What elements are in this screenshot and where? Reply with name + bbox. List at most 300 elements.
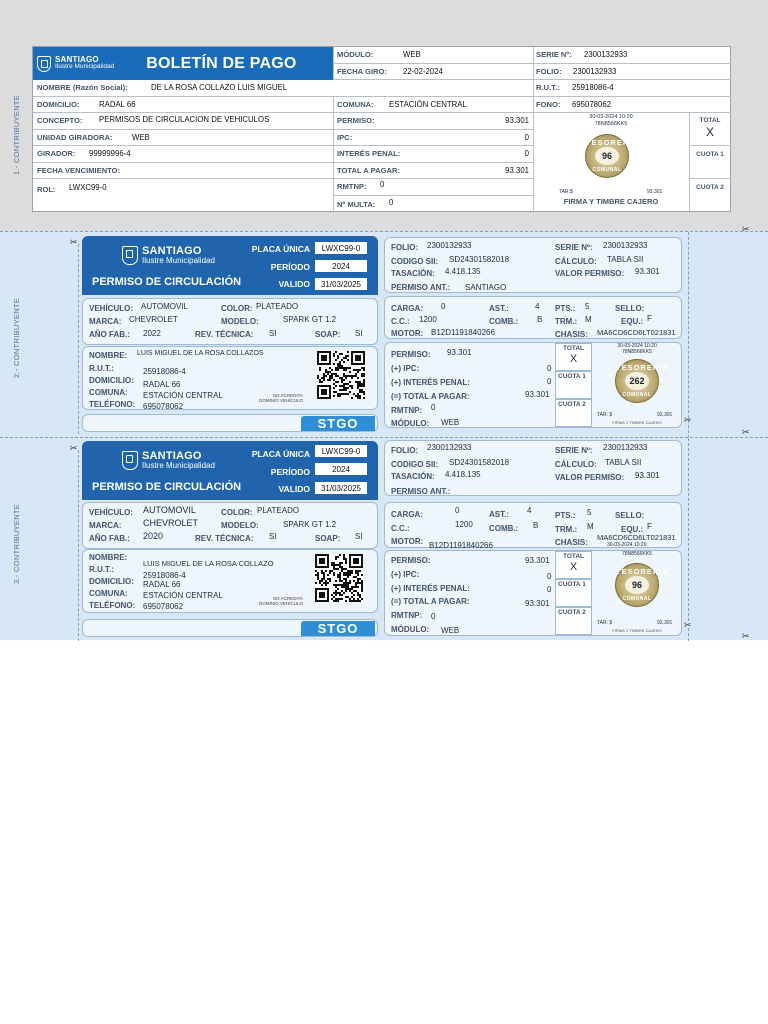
fono-label: FONO:	[536, 99, 561, 109]
permit-footer	[82, 414, 378, 432]
codigo-label: CODIGO SII:	[391, 257, 439, 266]
pts-label: PTS.:	[555, 304, 576, 313]
qr-code-icon	[317, 351, 365, 399]
tar-value: 93.301	[657, 620, 673, 626]
total-box	[689, 113, 731, 146]
valor-label: VALOR PERMISO:	[555, 473, 625, 482]
calculo-value: TABLA SII	[607, 255, 644, 264]
sello-label: SELLO:	[615, 304, 645, 313]
no-acredita-label: NO ACREDITA	[272, 596, 303, 601]
placa-value: LWXC99-0	[314, 444, 368, 458]
ipc-value: 0	[524, 132, 529, 142]
modulo-value: WEB	[441, 626, 460, 635]
pts-value: 5	[587, 508, 592, 517]
rmtnp-value: 0	[431, 612, 436, 621]
seal-top-text: TESORERIA	[616, 567, 669, 576]
domicilio-label: DOMICILIO:	[89, 577, 134, 586]
ipc-label: (+) IPC:	[391, 570, 420, 579]
folio-label: FOLIO:	[536, 66, 562, 76]
seal-bottom-text: COMUNAL	[592, 167, 622, 173]
valido-value: 31/03/2025	[314, 481, 368, 495]
chasis-label: CHASIS:	[555, 330, 588, 339]
concepto-row	[33, 113, 333, 130]
carga-value: 0	[455, 506, 460, 515]
permiso-label: PERMISO:	[337, 116, 375, 126]
valido-value: 31/03/2025	[314, 277, 368, 291]
seal-number: 96	[625, 576, 649, 594]
comb-label: COMB.:	[489, 317, 519, 326]
nombre-label: NOMBRE:	[89, 553, 128, 562]
modelo-label: MODELO:	[221, 317, 259, 326]
permit-title: PERMISO DE CIRCULACIÓN	[92, 481, 242, 493]
nombre-value: LUIS MIGUEL DE LA ROSA COLLAZO	[143, 559, 274, 568]
concepto-label: CONCEPTO:	[37, 116, 83, 126]
rut-label: R.U.T.:	[89, 364, 114, 373]
boletin-section	[0, 0, 768, 231]
boletin-title: BOLETÍN DE PAGO	[146, 54, 297, 72]
chasis-label: CHASIS:	[555, 538, 588, 547]
scissor-icon: ✂	[70, 443, 78, 453]
periodo-label: PERÍODO	[270, 467, 310, 477]
comb-value: B	[537, 315, 543, 324]
logo-name: SANTIAGO	[142, 450, 202, 462]
comuna-value: ESTACIÓN CENTRAL	[389, 99, 467, 109]
cuota1-label: CUOTA 1	[689, 146, 731, 179]
interes-value: 0	[524, 149, 529, 159]
total-pagar-label: TOTAL A PAGAR:	[337, 165, 400, 175]
comb-value: B	[533, 521, 539, 530]
rol-row	[33, 179, 333, 199]
color-value: PLATEADO	[256, 302, 299, 311]
permit-title: PERMISO DE CIRCULACIÓN	[92, 276, 242, 288]
payment-card	[384, 342, 682, 428]
cc-value: 1200	[455, 520, 473, 529]
soap-value: SI	[355, 532, 363, 541]
folio-value: 2300132933	[573, 66, 617, 76]
logo-name: SANTIAGO	[55, 55, 99, 65]
scissor-icon: ✂	[684, 415, 692, 425]
folio-value: 2300132933	[427, 443, 472, 452]
cuota2-label: CUOTA 2	[696, 184, 724, 191]
boletin-banner	[33, 47, 333, 80]
total-pagar-value: 93.301	[525, 599, 550, 608]
no-acredita-label: NO ACREDITA	[272, 393, 303, 398]
total-mark: X	[569, 561, 578, 573]
serie-value: 2300132933	[584, 50, 628, 60]
technical-card	[384, 502, 682, 548]
santiago-logo	[118, 451, 215, 470]
trm-value: M	[585, 315, 592, 324]
unidad-value: WEB	[132, 132, 150, 142]
total-box	[555, 343, 592, 371]
crest-icon	[122, 451, 138, 470]
total-pagar-row	[333, 163, 533, 180]
interes-label: (+) INTERÉS PENAL:	[391, 378, 470, 387]
marca-label: MARCA:	[89, 521, 122, 530]
concepto-value: PERMISOS DE CIRCULACION DE VEHICULOS	[99, 115, 270, 124]
payment-card	[384, 550, 682, 636]
pts-value: 5	[585, 302, 590, 311]
rut-value: 25918086-4	[143, 571, 186, 580]
modulo-value: WEB	[403, 50, 421, 60]
tasacion-value: 4.418.135	[445, 267, 481, 276]
modelo-value: SPARK GT 1.2	[283, 315, 337, 324]
cuota2-box	[555, 607, 592, 635]
total-pagar-label: (=) TOTAL A PAGAR:	[391, 597, 470, 606]
pts-label: PTS.:	[555, 511, 576, 520]
ast-label: AST.:	[489, 510, 509, 519]
rmtnp-value: 0	[431, 403, 436, 412]
ast-value: 4	[535, 302, 540, 311]
fono-value: 695078062	[572, 99, 612, 109]
rmtnp-label: RMTNP:	[337, 182, 367, 192]
logo-sub: Ilustre Municipalidad	[142, 461, 215, 470]
marca-value: CHEVROLET	[129, 315, 178, 324]
tasacion-label: TASACIÓN:	[391, 472, 435, 481]
unidad-label: UNIDAD GIRADORA:	[37, 132, 113, 142]
firma-label: FIRMA Y TIMBRE CAJERO	[563, 197, 659, 206]
domicilio-label: DOMICILIO:	[37, 99, 80, 109]
rol-label: ROL:	[37, 185, 56, 194]
cuota1-label: CUOTA 1	[558, 373, 586, 380]
total-mark: X	[569, 353, 578, 365]
rmtnp-row	[333, 179, 533, 196]
interes-value: 0	[547, 585, 552, 594]
ano-label: AÑO FAB.:	[89, 534, 130, 543]
cuota1-box	[555, 579, 592, 607]
permit-section-1	[0, 224, 768, 437]
seal-top-text: TESORERIA	[616, 363, 669, 372]
cuota1-label: CUOTA 1	[558, 581, 586, 588]
stamp-area	[533, 113, 689, 212]
scissor-icon: ✂	[742, 631, 750, 641]
rev-label: REV. TÉCNICA:	[195, 330, 254, 339]
nombre-label: NOMBRE (Razón Social):	[37, 83, 128, 93]
calculo-label: CÁLCULO:	[555, 257, 597, 266]
domicilio-value: RADAL 66	[143, 580, 181, 589]
modelo-value: SPARK GT 1.2	[283, 520, 337, 529]
tesoreria-seal-icon	[615, 359, 669, 403]
header-row-2	[333, 64, 731, 81]
telefono-value: 695078062	[143, 602, 184, 611]
modulo-value: WEB	[441, 418, 460, 427]
color-value: PLATEADO	[257, 506, 300, 515]
marca-label: MARCA:	[89, 317, 122, 326]
dominio-label: DOMINIO VEHÍCULO	[258, 601, 303, 607]
ast-value: 4	[527, 506, 532, 515]
equ-label: EQU.:	[621, 317, 644, 326]
stamp-date: 30-03-2024 10:20	[617, 343, 657, 349]
color-label: COLOR:	[221, 508, 253, 517]
domicilio-label: DOMICILIO:	[89, 376, 134, 385]
crest-icon	[122, 246, 138, 265]
comuna-label: COMUNA:	[89, 589, 128, 598]
permiso-ant-value: SANTIAGO	[465, 283, 507, 292]
ano-value: 2022	[143, 329, 161, 338]
total-label: TOTAL	[562, 553, 585, 560]
logo-name: SANTIAGO	[142, 245, 202, 257]
unidad-row	[33, 130, 333, 147]
permiso-value: 93.301	[447, 348, 472, 357]
firma-label: FIRMA Y TIMBRE CAJERO	[612, 420, 662, 425]
permiso-ant-label: PERMISO ANT.:	[391, 487, 451, 496]
vencimiento-row	[33, 163, 333, 180]
placa-label: PLACA ÚNICA	[251, 449, 310, 459]
equ-value: F	[647, 522, 652, 531]
interes-value: 0	[547, 377, 552, 386]
multa-row	[333, 196, 533, 212]
header-row-1	[333, 47, 731, 64]
seal-number: 262	[625, 372, 649, 390]
codigo-value: SD24301582018	[449, 255, 510, 264]
folio-value: 2300132933	[427, 241, 472, 250]
valido-label: VALIDO	[278, 484, 310, 494]
side-label: 2.- CONTRIBUYENTE	[12, 297, 21, 378]
motor-label: MOTOR:	[391, 329, 424, 338]
side-label: 3.- CONTRIBUYENTE	[12, 503, 21, 584]
cc-value: 1200	[419, 315, 437, 324]
qr-code-icon	[315, 554, 363, 602]
soap-label: SOAP:	[315, 534, 341, 543]
seal-bottom-text: COMUNAL	[622, 596, 652, 602]
side-label: 1.- CONTRIBUYENTE	[12, 94, 21, 175]
comb-label: COMB.:	[489, 524, 519, 533]
cuota2-label: CUOTA 2	[558, 401, 586, 408]
crest-icon	[37, 56, 51, 72]
stgo-logo: STGO	[301, 621, 375, 636]
girador-value: 99999996-4	[89, 149, 131, 159]
permiso-ant-label: PERMISO ANT.:	[391, 283, 451, 292]
rol-value: LWXC99-0	[69, 183, 107, 192]
serie-value: 2300132933	[603, 241, 648, 250]
equ-label: EQU.:	[621, 525, 644, 534]
seal-top-text: TESORERIA	[586, 138, 639, 147]
multa-label: Nº MULTA:	[337, 199, 376, 209]
chasis-value: MA6CD6CD6LT021831	[597, 533, 676, 542]
vehiculo-value: AUTOMOVIL	[143, 505, 196, 515]
rut-value: 25918086-4	[572, 83, 614, 93]
vehiculo-label: VEHÍCULO:	[89, 304, 133, 313]
ast-label: AST.:	[489, 304, 509, 313]
trm-label: TRM.:	[555, 525, 578, 534]
rut-label: R.U.T.:	[536, 83, 560, 93]
soap-value: SI	[355, 329, 363, 338]
stamp-date: 30-03-2024 10:20	[589, 114, 633, 120]
serie-label: SERIE Nº:	[536, 50, 572, 60]
ipc-value: 0	[547, 572, 552, 581]
santiago-logo	[33, 56, 114, 72]
carga-label: CARGA:	[391, 510, 423, 519]
codigo-value: SD24301582018	[449, 458, 510, 467]
comuna-label: COMUNA:	[337, 99, 374, 109]
folio-label: FOLIO:	[391, 446, 419, 455]
vencimiento-label: FECHA VENCIMIENTO:	[37, 165, 121, 175]
telefono-label: TELÉFONO:	[89, 400, 136, 409]
cc-label: C.C.:	[391, 317, 410, 326]
valido-label: VALIDO	[278, 279, 310, 289]
rut-value: 25918086-4	[143, 367, 186, 376]
seal-number: 96	[595, 147, 619, 165]
rev-value: SI	[269, 532, 277, 541]
cuota-column	[689, 113, 731, 212]
codigo-label: CODIGO SII:	[391, 460, 439, 469]
rmtnp-label: RMTNP:	[391, 611, 423, 620]
permiso-value: 93.301	[505, 116, 529, 126]
girador-label: GIRADOR:	[37, 149, 76, 159]
vehicle-card	[82, 502, 378, 549]
stamp-code: 78N8566KK5	[622, 551, 652, 557]
owner-card	[82, 346, 378, 410]
ano-value: 2020	[143, 531, 164, 541]
scissor-icon: ✂	[70, 237, 78, 247]
dominio-label: DOMINIO VEHÍCULO	[258, 398, 303, 404]
total-pagar-label: (=) TOTAL A PAGAR:	[391, 392, 470, 401]
serie-label: SERIE Nº:	[555, 446, 593, 455]
tar-label: TAR:$	[559, 189, 573, 195]
modulo-label: MÓDULO:	[391, 625, 430, 634]
domicilio-row	[33, 97, 731, 114]
fiscal-card	[384, 440, 682, 496]
comuna-label: COMUNA:	[89, 388, 128, 397]
telefono-value: 695078062	[143, 402, 184, 411]
interes-label: (+) INTERÉS PENAL:	[391, 584, 470, 593]
permiso-row	[333, 113, 533, 130]
motor-value: B12D1191840266	[429, 541, 493, 550]
nombre-label: NOMBRE:	[89, 351, 128, 360]
valor-value: 93.301	[635, 471, 660, 480]
seal-bottom-text: COMUNAL	[622, 392, 652, 398]
scissor-icon: ✂	[684, 620, 692, 630]
carga-value: 0	[441, 302, 446, 311]
cc-label: C.C.:	[391, 524, 410, 533]
modulo-label: MÓDULO:	[337, 50, 374, 60]
folio-label: FOLIO:	[391, 243, 419, 252]
fecha-giro-value: 22-02-2024	[403, 66, 443, 76]
rev-label: REV. TÉCNICA:	[195, 534, 254, 543]
equ-value: F	[647, 314, 652, 323]
motor-value: B12D1191840266	[431, 328, 495, 337]
calculo-label: CÁLCULO:	[555, 460, 597, 469]
total-pagar-value: 93.301	[505, 165, 529, 175]
total-box	[555, 551, 592, 579]
ipc-row	[333, 130, 533, 147]
placa-value: LWXC99-0	[314, 241, 368, 255]
rut-label: R.U.T.:	[89, 565, 114, 574]
stamp-code: 78N8566KK5	[622, 349, 652, 355]
tar-value: 93.301	[657, 412, 673, 418]
total-label: TOTAL	[562, 345, 585, 352]
scissor-icon: ✂	[742, 224, 750, 234]
tar-label: TAR: $	[597, 412, 613, 418]
tar-label: TAR: $	[597, 620, 613, 626]
comuna-value: ESTACIÓN CENTRAL	[143, 391, 223, 400]
modelo-label: MODELO:	[221, 521, 259, 530]
interes-row	[333, 146, 533, 163]
permit-banner	[82, 236, 378, 295]
permit-section-2	[0, 437, 768, 640]
carga-label: CARGA:	[391, 304, 423, 313]
nombre-value: DE LA ROSA COLLAZO LUIS MIGUEL	[151, 83, 288, 93]
serie-value: 2300132933	[603, 443, 648, 452]
permiso-value: 93.301	[525, 556, 550, 565]
ipc-value: 0	[547, 364, 552, 373]
modulo-label: MÓDULO:	[391, 419, 430, 428]
domicilio-value: RADAL 66	[143, 380, 181, 389]
nombre-row	[33, 80, 731, 97]
technical-card	[384, 296, 682, 339]
santiago-logo	[118, 246, 215, 265]
domicilio-value: RADAL 66	[99, 99, 136, 109]
vehicle-card	[82, 298, 378, 345]
cuota1-box	[555, 371, 592, 399]
marca-value: CHEVROLET	[143, 518, 199, 528]
trm-value: M	[587, 522, 594, 531]
total-label: TOTAL	[699, 117, 721, 124]
calculo-value: TABLA SII	[605, 458, 642, 467]
multa-value: 0	[389, 197, 394, 207]
rmtnp-value: 0	[380, 180, 385, 189]
valor-label: VALOR PERMISO:	[555, 269, 625, 278]
rev-value: SI	[269, 329, 277, 338]
periodo-value: 2024	[314, 462, 368, 476]
fiscal-card	[384, 237, 682, 293]
periodo-value: 2024	[314, 259, 368, 273]
girador-row	[33, 146, 333, 163]
tar-value: 93.301	[647, 189, 663, 195]
permit-banner	[82, 441, 378, 500]
ipc-label: IPC:	[337, 132, 353, 142]
tesoreria-seal-icon	[585, 134, 639, 178]
chasis-stamp-date: 30-03-2024 10:20	[607, 542, 647, 548]
tasacion-value: 4.418.135	[445, 470, 481, 479]
firma-label: FIRMA Y TIMBRE CAJERO	[612, 628, 662, 633]
total-pagar-value: 93.301	[525, 390, 550, 399]
stamp-code: 78N8566KK5	[594, 120, 628, 127]
cuota2-label: CUOTA 2	[558, 609, 586, 616]
ipc-label: (+) IPC:	[391, 364, 420, 373]
color-label: COLOR:	[221, 304, 253, 313]
permiso-label: PERMISO:	[391, 556, 431, 565]
vehiculo-value: AUTOMOVIL	[141, 302, 188, 311]
permiso-label: PERMISO:	[391, 350, 431, 359]
nombre-value: LUIS MIGUEL DE LA ROSA COLLAZOS	[137, 350, 264, 357]
vehiculo-label: VEHÍCULO:	[89, 508, 133, 517]
interes-label: INTERÉS PENAL:	[337, 149, 401, 159]
boletin-form	[32, 46, 731, 212]
placa-label: PLACA ÚNICA	[251, 244, 310, 254]
tasacion-label: TASACIÓN:	[391, 269, 435, 278]
serie-label: SERIE Nº:	[555, 243, 593, 252]
trm-label: TRM.:	[555, 317, 578, 326]
cuota2-box	[555, 399, 592, 427]
scissor-icon: ✂	[742, 427, 750, 437]
stgo-logo: STGO	[301, 416, 375, 431]
soap-label: SOAP:	[315, 330, 341, 339]
periodo-label: PERÍODO	[270, 262, 310, 272]
sello-label: SELLO:	[615, 511, 645, 520]
logo-sub: Ilustre Municipalidad	[142, 256, 215, 265]
motor-label: MOTOR:	[391, 537, 424, 546]
logo-sub: Ilustre Municipalidad	[55, 63, 115, 71]
rmtnp-label: RMTNP:	[391, 406, 423, 415]
total-mark: X	[705, 125, 714, 139]
comuna-value: ESTACIÓN CENTRAL	[143, 591, 223, 600]
permit-footer	[82, 619, 378, 637]
tesoreria-seal-icon	[615, 563, 669, 607]
chasis-value: MA6CD6CD6LT021831	[597, 328, 676, 337]
valor-value: 93.301	[635, 267, 660, 276]
fecha-giro-label: FECHA GIRO:	[337, 66, 387, 76]
